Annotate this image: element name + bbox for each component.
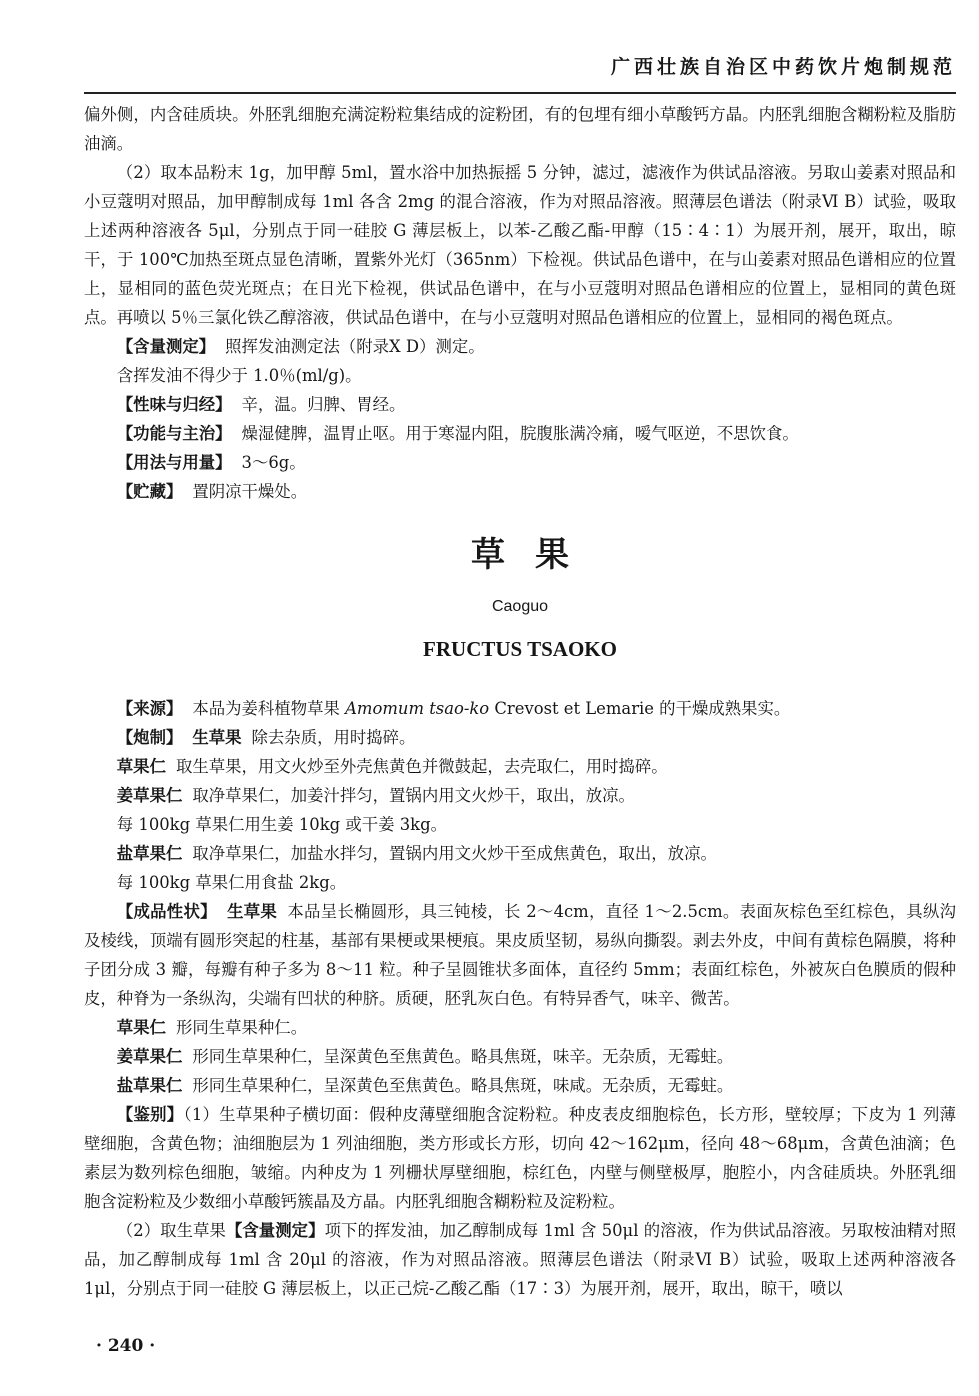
source-tag: 【来源】	[116, 699, 183, 718]
assay-tag: 【含量测定】	[116, 337, 216, 356]
storage-tag: 【贮藏】	[116, 482, 183, 501]
entry-pinyin: Caoguo	[491, 598, 549, 615]
character-sub-1: 生草果	[226, 902, 278, 921]
function-tag: 【功能与主治】	[116, 424, 232, 443]
header-title: 广西壮族自治区中药饮片炮制规范	[610, 56, 956, 78]
usage-line	[84, 448, 956, 477]
ident-text-2-pre: （2）取生草果	[116, 1221, 226, 1240]
character-sub-2: 草果仁	[116, 1018, 166, 1037]
ident-text-2-tag: 【含量测定】	[225, 1221, 325, 1240]
ident-line-2	[84, 1216, 956, 1303]
character-line-4	[84, 1071, 956, 1100]
storage-text: 置阴凉干燥处。	[192, 482, 308, 501]
source-species: Amomum tsao-ko	[345, 699, 490, 718]
processing-line-2	[84, 752, 956, 781]
usage-tag: 【用法与用量】	[116, 453, 232, 472]
nature-tag: 【性味与归经】	[116, 395, 232, 414]
processing-line-1	[84, 723, 956, 752]
processing-text-3: 取净草果仁，加姜汁拌匀，置锅内用文火炒干，取出，放凉。	[192, 786, 635, 805]
character-line-3	[84, 1042, 956, 1071]
processing-tag: 【炮制】	[116, 728, 183, 747]
function-line	[84, 419, 956, 448]
ident-text-1: （1）生草果种子横切面：假种皮薄壁细胞含淀粉粒。种皮表皮细胞棕色，长方形，壁较厚；下皮为 1 列薄壁细胞，含黄色物；油细胞层为 1 列油细胞，类方形或长方形，切向 42～162μm，径向 48～68μm，含黄色油滴；色素层为数列棕色细胞，皱缩。内种皮为 1 列栅状厚壁细胞，棕红色，内壁与侧壁极厚，胞腔小，内含硅质块。外胚乳细胞含淀粉粒及少数细小草酸钙簇晶及方晶。内胚乳细胞含糊粉粒及淀粉粒。	[84, 1105, 957, 1211]
processing-note-3: 每 100kg 草果仁用生姜 10kg 或干姜 3kg。	[116, 815, 447, 834]
page-content	[84, 100, 956, 1303]
entry-latin-name: FRUCTUS TSAOKO	[423, 637, 617, 661]
processing-sub-2: 草果仁	[116, 757, 166, 776]
character-text-3: 形同生草果种仁，呈深黄色至焦黄色。略具焦斑，味辛。无杂质，无霉蛀。	[192, 1047, 734, 1066]
processing-text-2: 取生草果，用文火炒至外壳焦黄色并微鼓起，去壳取仁，用时捣碎。	[175, 757, 668, 776]
page-number: · 240 ·	[96, 1336, 156, 1356]
processing-note-4: 每 100kg 草果仁用食盐 2kg。	[116, 873, 347, 892]
entry-title: 草果	[471, 535, 599, 575]
character-sub-4: 盐草果仁	[116, 1076, 183, 1095]
nature-line	[84, 390, 956, 419]
processing-line-3	[84, 781, 956, 810]
storage-line	[84, 477, 956, 506]
assay-limit: 含挥发油不得少于 1.0％(ml/g)。	[116, 366, 362, 385]
ident-text-2-post: 项下的挥发油，加乙醇制成每 1ml 含 50μl 的溶液，作为供试品溶液。另取桉油精对照品，加乙醇制成每 1ml 含 20μl 的溶液，作为对照品溶液。照薄层色谱法（附录Ⅵ B）试验，吸取上述两种溶液各 1μl，分别点于同一硅胶 G 薄层板上，以正己烷-乙酸乙酯（17∶3）为展开剂，展开，取出，晾干，喷以	[84, 1221, 957, 1298]
character-line-2	[84, 1013, 956, 1042]
processing-sub-4: 盐草果仁	[116, 844, 183, 863]
running-header	[84, 48, 956, 94]
prev-section-paragraph-2: （2）取本品粉末 1g，加甲醇 5ml，置水浴中加热振摇 5 分钟，滤过，滤液作为供试品溶液。另取山姜素对照品和小豆蔻明对照品，加甲醇制成每 1ml 各含 2mg 的混合溶液，作为对照品溶液。照薄层色谱法（附录Ⅵ B）试验，吸取上述两种溶液各 5μl，分别点于同一硅胶 G 薄层板上，以苯-乙酸乙酯-甲醇（15∶4∶1）为展开剂，展开，取出，晾干，于 100℃加热至斑点显色清晰，置紫外光灯（365nm）下检视。供试品色谱中，在与山姜素对照品色谱相应的位置上，显相同的蓝色荧光斑点；在日光下检视，供试品色谱中，在与小豆蔻明对照品色谱相应的位置上，显相同的黄色斑点。再喷以 5％三氯化铁乙醇溶液，供试品色谱中，在与小豆蔻明对照品色谱相应的位置上，显相同的褐色斑点。	[84, 163, 956, 327]
character-line-1	[84, 897, 956, 1013]
function-text: 燥湿健脾，温胃止呕。用于寒湿内阻，脘腹胀满冷痛，嗳气呕逆，不思饮食。	[241, 424, 799, 443]
source-pre: 本品为姜科植物草果	[192, 699, 346, 718]
processing-sub-3: 姜草果仁	[116, 786, 183, 805]
character-tag: 【成品性状】	[116, 902, 217, 921]
character-text-4: 形同生草果种仁，呈深黄色至焦黄色。略具焦斑，味咸。无杂质，无霉蛀。	[192, 1076, 734, 1095]
entry-title-block	[84, 530, 956, 664]
processing-text-4: 取净草果仁，加盐水拌匀，置锅内用文火炒干至成焦黄色，取出，放凉。	[192, 844, 717, 863]
source-line	[84, 694, 956, 723]
character-text-1: 本品呈长椭圆形，具三钝棱，长 2～4cm，直径 1～2.5cm。表面灰棕色至红棕色，具纵沟及棱线，顶端有圆形突起的柱基，基部有果梗或果梗痕。果皮质坚韧，易纵向撕裂。剥去外皮，中间有黄棕色隔膜，将种子团分成 3 瓣，每瓣有种子多为 8～11 粒。种子呈圆锥状多面体，直径约 5mm；表面红棕色，外被灰白色膜质的假种皮，种脊为一条纵沟，尖端有凹状的种脐。质硬，胚乳灰白色。有特异香气，味辛、微苦。	[84, 902, 957, 1008]
assay-line	[84, 332, 956, 361]
assay-text: 照挥发油测定法（附录Ⅹ D）测定。	[225, 337, 485, 356]
source-post: Crevost et Lemarie 的干燥成熟果实。	[489, 699, 791, 718]
usage-text: 3～6g。	[241, 453, 306, 472]
nature-text: 辛，温。归脾、胃经。	[241, 395, 406, 414]
processing-sub-1: 生草果	[192, 728, 242, 747]
character-sub-3: 姜草果仁	[116, 1047, 183, 1066]
character-text-2: 形同生草果种仁。	[175, 1018, 308, 1037]
processing-line-4	[84, 839, 956, 868]
ident-tag: 【鉴别】	[116, 1105, 184, 1124]
prev-section-paragraph-1: 偏外侧，内含硅质块。外胚乳细胞充满淀粉粒集结成的淀粉团，有的包埋有细小草酸钙方晶。内胚乳细胞含糊粉粒及脂肪油滴。	[84, 105, 956, 153]
ident-line-1	[84, 1100, 956, 1216]
processing-text-1: 除去杂质，用时捣碎。	[251, 728, 416, 747]
